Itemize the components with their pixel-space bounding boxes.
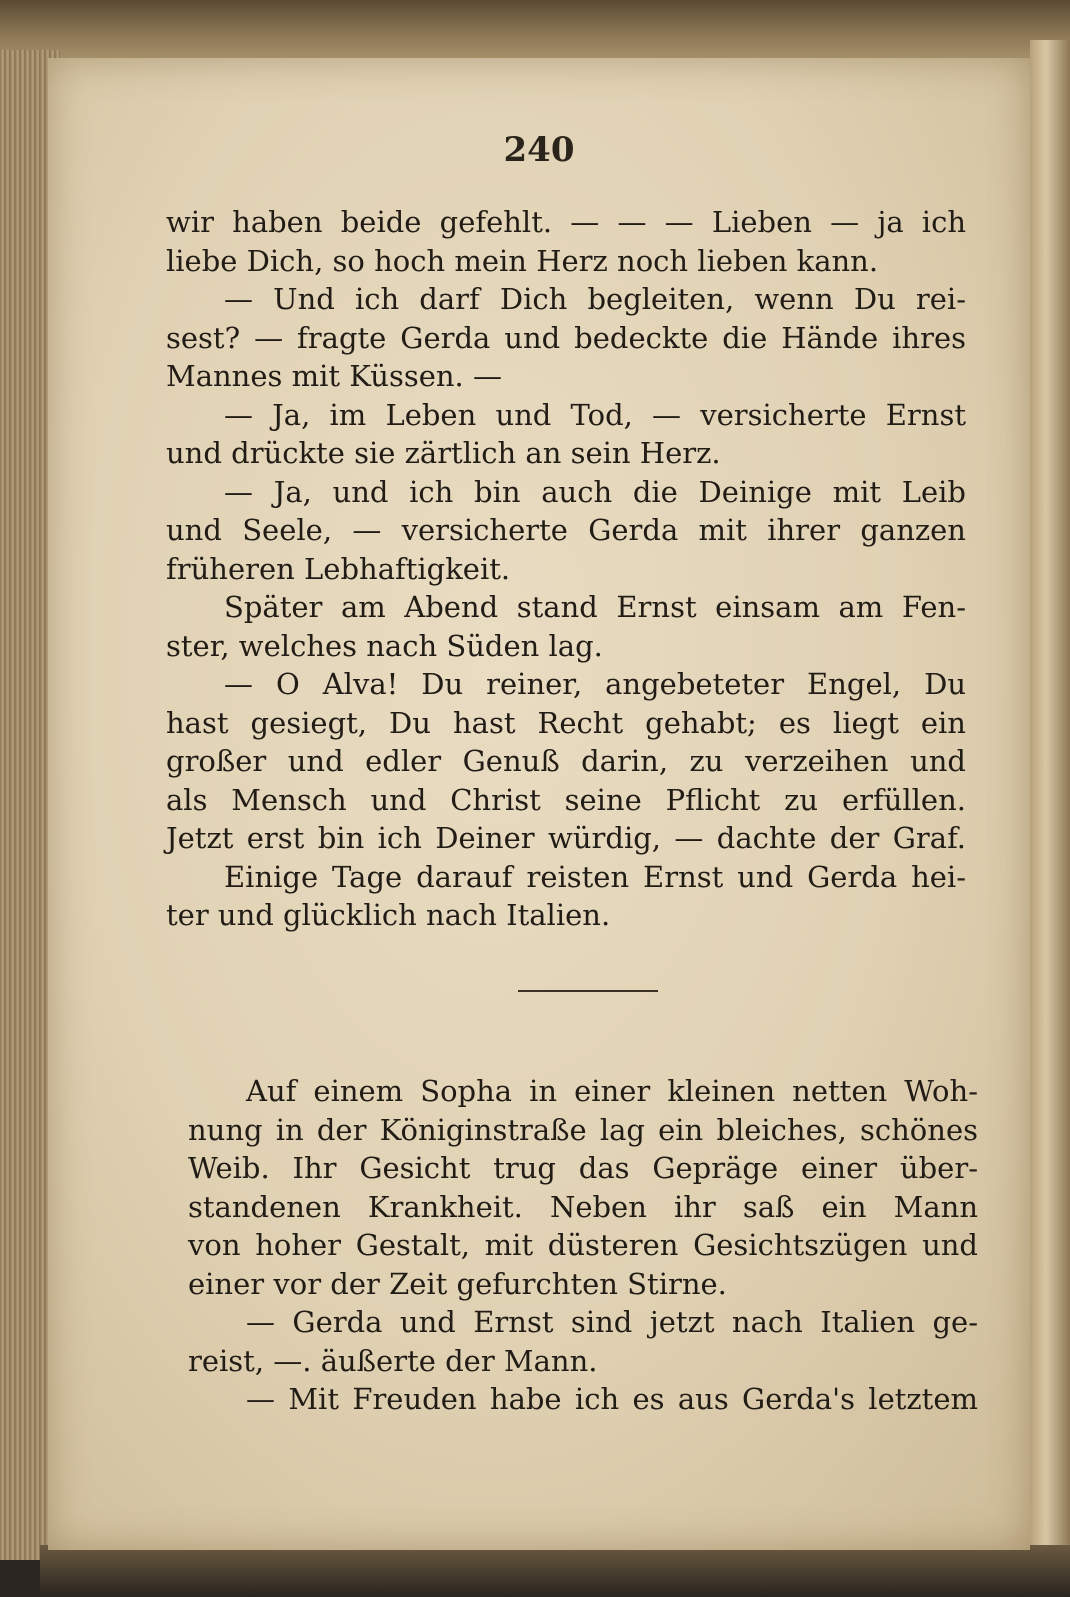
text-line: Später am Abend stand Ernst einsam am Fen-: [224, 590, 966, 624]
text-line: einer vor der Zeit gefurchten Stirne.: [188, 1266, 727, 1301]
text-line: — Ja, im Leben und Tod, — versicherte Ernst: [224, 397, 966, 432]
text-line: wir haben beide gefehlt. — — — Lieben — ja ich: [166, 205, 966, 239]
text-line: — Und ich darf Dich begleiten, wenn Du rei-: [224, 282, 966, 316]
text-line: Mannes mit Küssen. —: [166, 359, 502, 393]
page-number: 240: [503, 130, 575, 170]
text-line: — Ja, und ich bin auch die Deinige mit Leib: [224, 474, 966, 509]
text-section-2: [188, 1072, 978, 1419]
text-line: — O Alva! Du reiner, angebeteter Engel, Du: [224, 667, 966, 701]
text-line: nung in der Königinstraße lag ein bleiches, schönes: [188, 1112, 978, 1147]
text-line: früheren Lebhaftigkeit.: [166, 551, 511, 586]
text-line: reist, —. äußerte der Mann.: [188, 1343, 598, 1378]
text-line: großer und edler Genuß darin, zu verzeihen und: [166, 744, 966, 778]
text-line: von hoher Gestalt, mit düsteren Gesichtszügen und: [188, 1228, 978, 1262]
text-line: als Mensch und Christ seine Pflicht zu erfüllen.: [166, 782, 966, 817]
book-right-edge: [1030, 40, 1070, 1560]
text-line: — Gerda und Ernst sind jetzt nach Italien ge-: [246, 1305, 978, 1339]
text-line: sest? — fragte Gerda und bedeckte die Hände ihres: [166, 320, 966, 355]
text-line: Jetzt erst bin ich Deiner würdig, — dachte der Graf.: [166, 821, 966, 855]
text-line: ter und glücklich nach Italien.: [166, 898, 611, 932]
text-line: und Seele, — versicherte Gerda mit ihrer ganzen: [166, 513, 966, 547]
section-divider: [518, 990, 658, 992]
book-bottom-edge: [40, 1545, 1070, 1597]
text-line: und drückte sie zärtlich an sein Herz.: [166, 436, 721, 470]
text-line: Auf einem Sopha in einer kleinen netten Woh-: [246, 1074, 978, 1108]
text-section-1: [166, 203, 966, 935]
text-line: liebe Dich, so hoch mein Herz noch lieben kann.: [166, 243, 879, 278]
text-line: Einige Tage darauf reisten Ernst und Gerda hei-: [224, 859, 966, 894]
text-line: — Mit Freuden habe ich es aus Gerda's letztem: [246, 1382, 978, 1416]
text-line: hast gesiegt, Du hast Recht gehabt; es liegt ein: [166, 705, 966, 740]
book-top-edge: [0, 0, 1070, 62]
text-line: ster, welches nach Süden lag.: [166, 628, 603, 663]
text-line: standenen Krankheit. Neben ihr saß ein Mann: [188, 1189, 978, 1224]
book-page: [48, 58, 1030, 1550]
text-line: Weib. Ihr Gesicht trug das Gepräge einer über-: [188, 1151, 978, 1185]
